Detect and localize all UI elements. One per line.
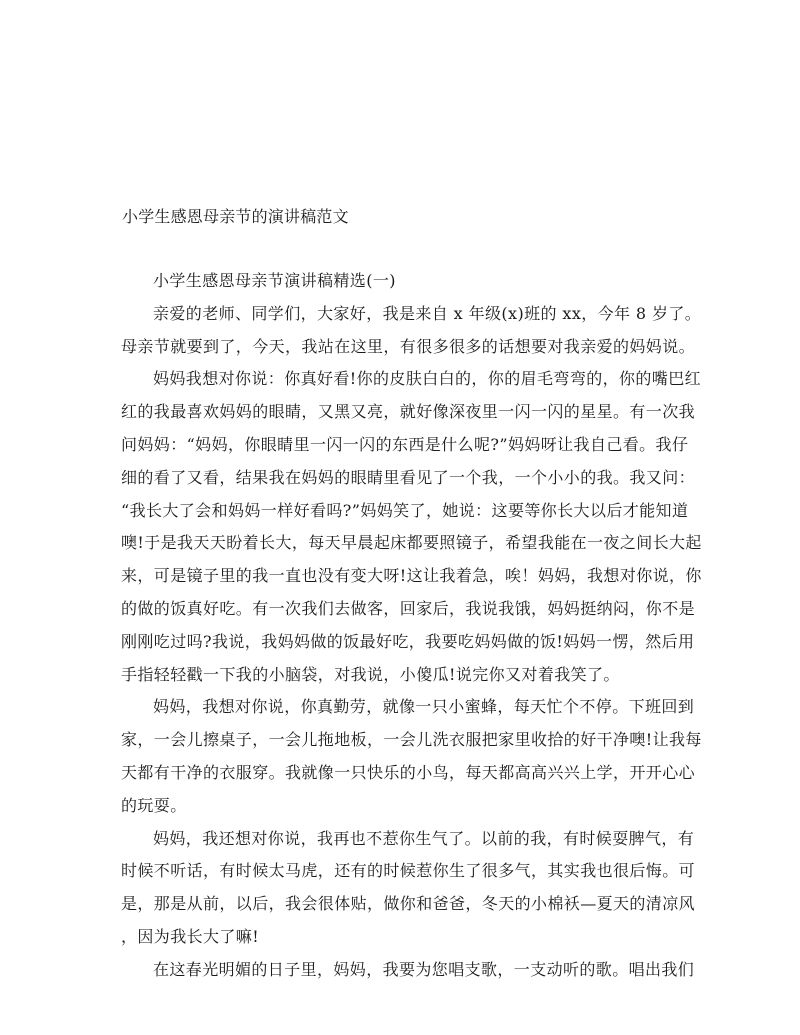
body-line: 刚刚吃过吗?我说，我妈妈做的饭最好吃，我要吃妈妈做的饭!妈妈一愣，然后用 <box>121 631 695 651</box>
body-line: 在这春光明媚的日子里，妈妈，我要为您唱支歌，一支动听的歌。唱出我们 <box>153 959 695 979</box>
body-line: 妈妈我想对你说：你真好看!你的皮肤白白的，你的眉毛弯弯的，你的嘴巴红 <box>153 369 702 389</box>
body-line: 是，那是从前，以后，我会很体贴，做你和爸爸，冬天的小棉袄—夏天的清凉风 <box>121 894 696 914</box>
body-line: 母亲节就要到了，今天，我站在这里，有很多很多的话想要对我亲爱的妈妈说。 <box>121 336 696 356</box>
body-line: ，因为我长大了嘛! <box>121 926 260 946</box>
body-line: 妈妈，我还想对你说，我再也不惹你生气了。以前的我，有时候耍脾气，有 <box>153 828 695 848</box>
body-line: “我长大了会和妈妈一样好看吗?”妈妈笑了，她说：这要等你长大以后才能知道 <box>121 500 689 520</box>
document-title: 小学生感恩母亲节的演讲稿范文 <box>122 207 349 226</box>
body-line: 天都有干净的衣服穿。我就像一只快乐的小鸟，每天都高高兴兴上学，开开心心 <box>121 762 696 782</box>
body-line: 亲爱的老师、同学们，大家好，我是来自 x 年级(x)班的 xx，今年 8 岁了。 <box>153 303 702 323</box>
body-line: 时候不听话，有时候太马虎，还有的时候惹你生了很多气，其实我也很后悔。可 <box>121 861 696 881</box>
body-line: 细的看了又看，结果我在妈妈的眼睛里看见了一个我，一个小小的我。我又问： <box>121 467 696 487</box>
body-line: 家，一会儿擦桌子，一会儿拖地板，一会儿洗衣服把家里收拾的好干净噢!让我每 <box>121 730 702 750</box>
body-line: 手指轻轻戳一下我的小脑袋，对我说，小傻瓜!说完你又对着我笑了。 <box>121 664 620 684</box>
document-body <box>121 265 702 987</box>
body-line: 的做的饭真好吃。有一次我们去做客，回家后，我说我饿，妈妈挺纳闷，你不是 <box>121 598 696 618</box>
body-line: 小学生感恩母亲节演讲稿精选(一) <box>153 271 396 290</box>
body-line: 来，可是镜子里的我一直也没有变大呀!这让我着急，唉！妈妈，我想对你说，你 <box>121 566 702 586</box>
body-line: 问妈妈：“妈妈，你眼睛里一闪一闪的东西是什么呢?”妈妈呀让我自己看。我仔 <box>121 434 689 454</box>
body-line: 的玩耍。 <box>121 795 187 815</box>
body-line: 红的我最喜欢妈妈的眼睛，又黑又亮，就好像深夜里一闪一闪的星星。有一次我 <box>121 402 696 422</box>
body-line: 噢!于是我天天盼着长大，每天早晨起床都要照镜子，希望我能在一夜之间长大起 <box>121 533 702 553</box>
body-line: 妈妈，我想对你说，你真勤劳，就像一只小蜜蜂，每天忙个不停。下班回到 <box>153 697 695 717</box>
